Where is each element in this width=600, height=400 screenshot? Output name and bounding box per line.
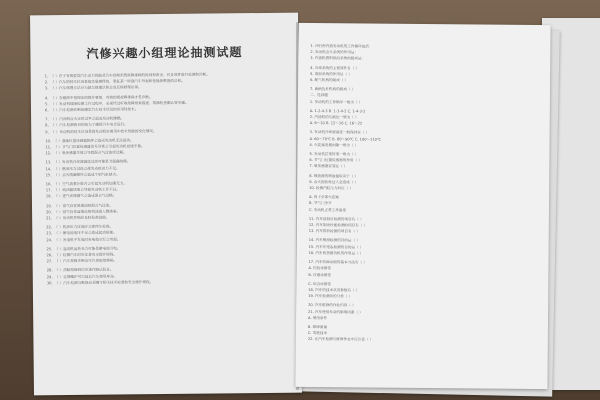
question-line: 28、（ ）清除故障码后应进行路试验证。: [46, 268, 114, 273]
question-line: 4. 火花塞电极间隙一般为（ ）: [309, 142, 359, 148]
exam-page-right: [295, 23, 550, 389]
question-line: A. 60～70℃ B. 80～90℃ C. 100～110℃: [309, 136, 382, 142]
question-line: 16. 汽车底盘测功机的作用是（ ）: [308, 250, 364, 256]
question-line: 6. 配气机构的组成（ ）: [310, 78, 349, 83]
question-line: 14、（ ）燃油压力过低会使发动机动力不足。: [45, 166, 120, 171]
question-line: 2. 汽油机的压缩比一般为（ ）: [309, 115, 359, 120]
question-line: 8. 喷油器的喷油量取决于（ ）: [309, 173, 359, 179]
question-line: 10、（ ）曲轴位置传感器损坏会造成发动机无法起动。: [45, 138, 134, 144]
question-line: 15、（ ）点火线圈损坏会造成个别气缸缺火。: [45, 172, 120, 178]
question-line: 12、（ ）氧传感器失效会导致混合气过浓或过稀。: [45, 150, 127, 156]
question-line: C. 综合诊断法: [308, 281, 332, 286]
question-line: B. 维修质量: [307, 324, 328, 330]
question-line: 30、（ ）汽车检测与维修必须遵守相关技术标准和安全操作规程。: [46, 280, 154, 286]
question-list-left: [45, 71, 291, 287]
question-line: 6. 节气门位置传感器的作用（ ）: [309, 158, 362, 163]
question-line: 15. 汽车车速表检测的目的是（ ）: [308, 244, 364, 250]
question-line: 13. 汽车排放检测的项目有（ ）: [308, 229, 360, 234]
question-line: 8、（ ）汽车检测的目的是为了确保汽车安全运行。: [45, 122, 128, 128]
question-line: 7. 曲柄连杆机构的组成（ ）: [309, 87, 356, 92]
question-line: 2. 发动机点火系统的作用是：: [310, 50, 359, 55]
question-line: 22、（ ）机油压力过低应立即停车检查。: [46, 224, 114, 230]
question-line: A. 6～10 B. 12～16 C. 16～22: [309, 121, 363, 126]
question-line: 7. 氧传感器安装在（ ）: [309, 164, 348, 169]
question-line: 1、（ ）在于有效提高汽车动力性能及汽车控制系统故障排除的时间和资金，对各部件进行检测和诊断。: [44, 72, 210, 79]
question-line: 20. 汽车维修的作业内容（ ）: [308, 303, 356, 308]
question-line: 19、（ ）排气管冒黑烟说明混合气过浓。: [45, 203, 113, 208]
question-line: 3. 汽油机燃料供给系统的组成是：: [310, 56, 366, 61]
question-line: 4、（ ）在维修中按规定的操作要领，有效的把故障排除才是诊断。: [44, 94, 153, 100]
question-line: A. 经验诊断法: [308, 266, 332, 271]
question-line: 27、（ ）汽车故障诊断仪可以读取故障码。: [46, 258, 118, 264]
question-line: 25、（ ）起动机运转无力可能是蓄电池亏电。: [46, 246, 121, 252]
question-line: 17. 汽车故障诊断的基本方法有（ ）: [308, 260, 367, 265]
question-line: 21. 汽车使用寿命的影响因素（ ）: [308, 309, 363, 314]
question-line: A. 拆下全部火花塞: [309, 195, 339, 200]
question-line: 23、（ ）蓄电池电压不足会造成起动困难。: [46, 230, 117, 236]
question-line: 18. 汽车的技术状况参数有（ ）: [308, 287, 360, 293]
question-line: C. 驾驶技术: [307, 331, 328, 336]
question-line: 13、（ ）发动机冷却液温度过高可能是节温器故障。: [45, 159, 131, 165]
question-line: 24、（ ）发电机不发电时充电指示灯会亮起。: [46, 237, 121, 242]
question-line: 26、（ ）检测汽车时应注意安全操作规程。: [46, 252, 117, 258]
question-line: 3. 发动机冷却液温度一般保持在（ ）: [309, 130, 370, 135]
question-line: 二、选择题: [309, 93, 328, 98]
question-line: 7、（ ）汽油机点火正时过早会造成发动机爆燃。: [45, 116, 125, 122]
exam-title: 汽修兴趣小组理论抽测试题: [86, 45, 243, 61]
question-line: 2、（ ）汽车的技术状况是指定量测得的，表征某一时刻汽车外观和性能参数值的总和。: [44, 79, 185, 85]
question-line: 5. 润滑系统的作用是（ ）: [310, 71, 352, 77]
exam-page-left: [30, 13, 302, 396]
question-line: 5、（ ）发动机故障检测工作过程中，必须经过听取故障现象描述、故障检查确认等步骤。: [44, 100, 189, 107]
question-line: 16、（ ）空气流量计脏污会引起发动机加速无力。: [45, 181, 127, 187]
question-line: 14. 汽车侧滑检测的目的是（ ）: [308, 238, 360, 243]
question-line: 19. 汽车检测站的分类（ ）: [308, 294, 353, 299]
question-line: 3、（ ）汽车修理方法分为就车修理法和总成互换修理法等。: [44, 85, 142, 91]
question-line: 9、（ ）发动机的技术状况是指发动机在使用中技术性能的变化情况。: [45, 128, 157, 134]
question-line: 6、（ ）汽车检测诊断是确定汽车技术状况的应用性技术。: [44, 107, 139, 113]
question-line: 9. 点火提前角过大会造成（ ）: [309, 179, 359, 185]
question-line: 11. 汽车前照灯检测的项目有（ ）: [308, 216, 364, 222]
question-line: A. 使用条件: [308, 315, 328, 320]
question-line: 20、（ ）排气管冒蓝烟说明机油进入燃烧室。: [46, 209, 121, 215]
question-line: 22. 在汽车检测与维修作业中应注意（ ）: [307, 337, 374, 342]
question-line: 12. 汽车制动性能检测的项目有（ ）: [308, 223, 368, 228]
question-line: 11、（ ）节气门位置传感器信号异常会引起发动机怠速不稳。: [45, 144, 145, 150]
question-line: 10. 检测汽缸压力时应（ ）: [309, 186, 354, 191]
question-line: C. 发动机正常工作温度: [308, 207, 347, 213]
question-line: B. 仪器诊断法: [308, 272, 332, 277]
question-list-right: [308, 43, 541, 345]
question-line: 21、（ ）发动机异响应及时检查排除。: [46, 215, 110, 221]
question-line: B. 节气门全开: [309, 201, 332, 206]
question-line: 18、（ ）进气系统漏气会造成混合气过稀。: [45, 193, 117, 199]
question-line: 4. 冷却系统的主要部件有（ ）: [310, 65, 360, 71]
question-line: 5. 发动机怠速转速一般为（ ）: [309, 152, 359, 157]
question-line: 29、（ ）定期维护可以延长汽车使用寿命。: [46, 274, 118, 279]
question-line: A. 1-2-4-3 B. 1-3-4-2 C. 1-4-3-2: [309, 108, 366, 114]
question-line: 17、（ ）喷油器堵塞会导致发动机工作不良。: [45, 187, 120, 193]
question-line: 1. 发动机的工作顺序一般为（ ）: [309, 99, 363, 105]
question-line: 1. 四行程汽油发动机的工作循环包括：: [310, 44, 373, 49]
